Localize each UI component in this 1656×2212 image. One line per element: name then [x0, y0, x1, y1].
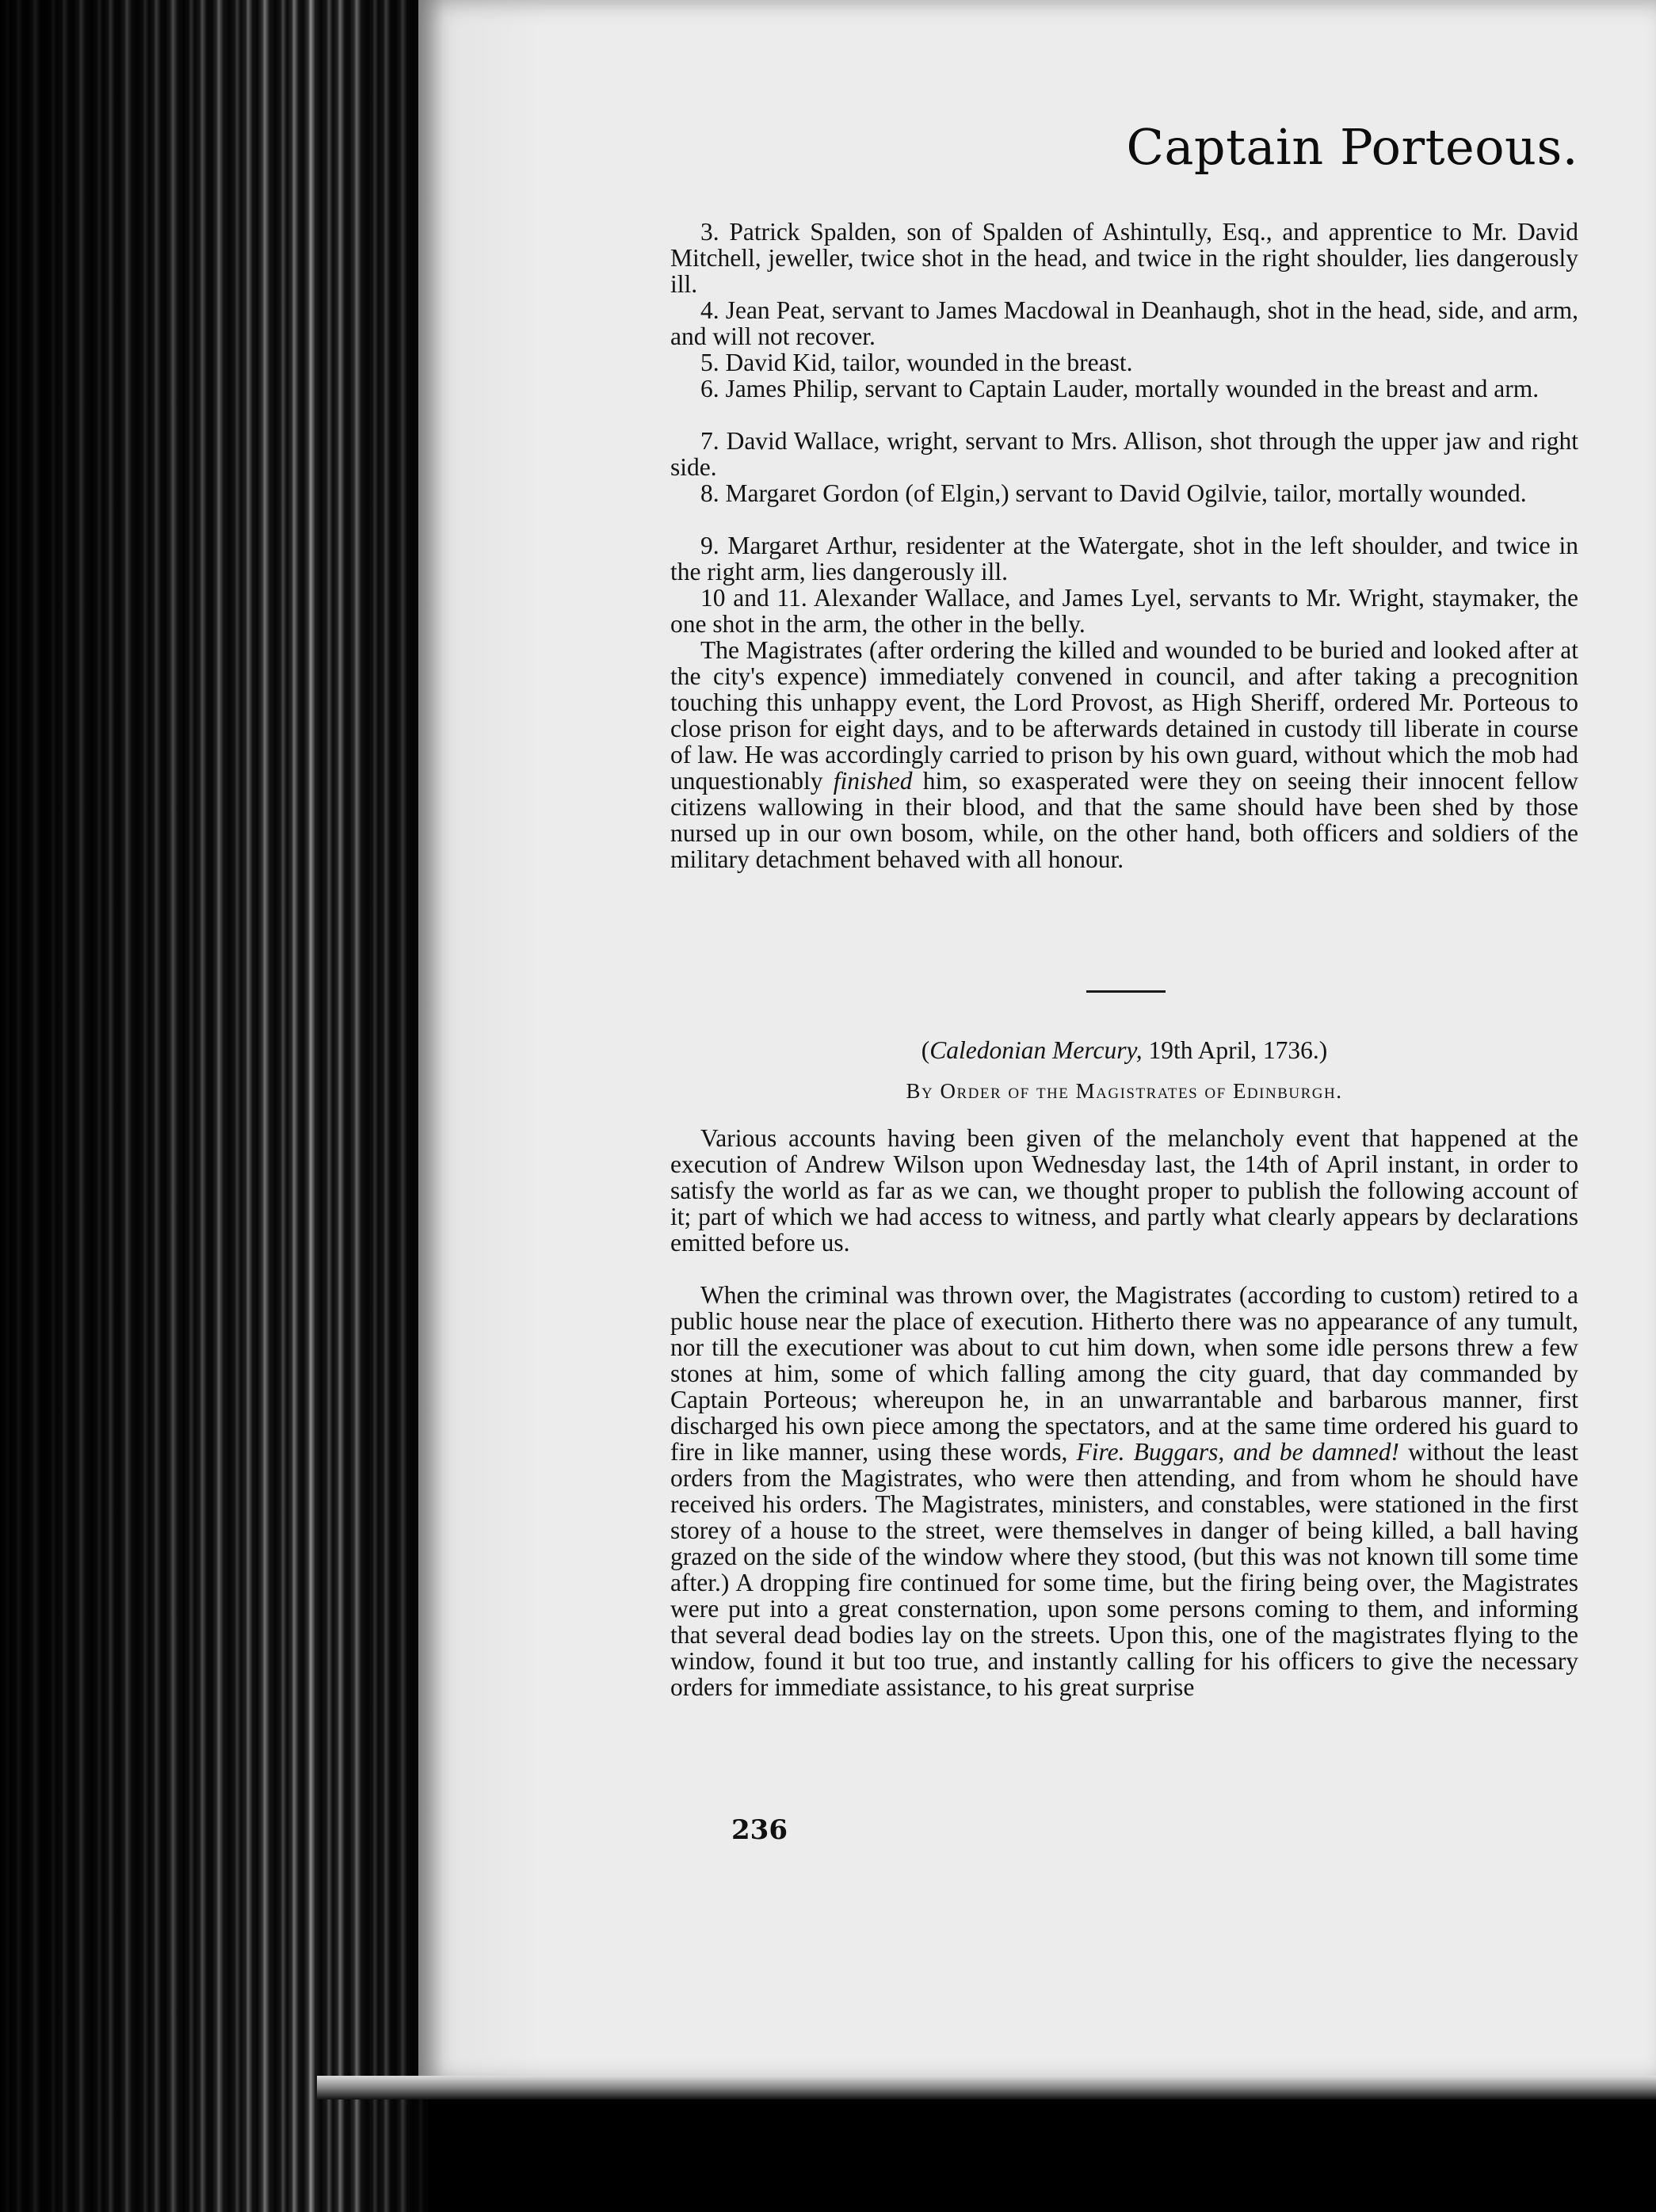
- gutter-shadow: [0, 0, 428, 2212]
- list-item-5: 5. David Kid, tailor, wounded in the breast.: [700, 349, 1133, 376]
- list-item-6: 6. James Philip, servant to Captain Lauder, mortally wounded in the breast and arm.: [700, 375, 1540, 402]
- printed-page: [418, 0, 1656, 2084]
- criminal-italic: Fire. Buggars, and be damned!: [1076, 1438, 1400, 1466]
- list-item-4: 4. Jean Peat, servant to James Macdowal in Deanhaugh, shot in the head, side, and arm, and will not recover.: [670, 296, 1578, 350]
- list-item-8: 8. Margaret Gordon (of Elgin,) servant to David Ogilvie, tailor, mortally wounded.: [700, 479, 1527, 507]
- section-divider: [1086, 990, 1166, 993]
- criminal-paragraph: [670, 1282, 1578, 1700]
- magistrates-text-a: The Magistrates (after ordering the killed and wounded to be buried and looked after at the city's expence) immediately convened in council, and after taking a precognition touching this unhappy event, the Lord Provost, as High Sheriff, ordered Mr. Porteous to close prison for eight days, and to be afterwards detained in custody till liberate in course of law. He was accordingly carried to prison by his own guard, without which the mob had unquestionably: [670, 636, 1578, 795]
- criminal-text-b: without the least orders from the Magistrates, who were then attending, and from whom he should have received his orders. The Magistrates, ministers, and constables, were stationed in the first storey of a house to the street, were themselves in danger of being killed, a ball having grazed on the side of the window where they stood, (but this was not known till some time after.) A dropping fire continued for some time, but the firing being over, the Magistrates were put into a great consternation, upon some persons coming to them, and informing that several dead bodies lay on the streets. Upon this, one of the magistrates flying to the window, found it but too true, and instantly calling for his officers to give the necessary orders for immediate assistance, to his great surprise: [670, 1438, 1578, 1701]
- various-paragraph: Various accounts having been given of the melancholy event that happened at the execution of Andrew Wilson upon Wednesday last, the 14th of April instant, in order to satisfy the world as far as we can, we thought proper to publish the following account of it; part of which we had access to witness, and partly what clearly appears by declarations emitted before us.: [670, 1124, 1578, 1257]
- list-item-3: 3. Patrick Spalden, son of Spalden of Ashintully, Esq., and apprentice to Mr. David Mitchell, jeweller, twice shot in the head, and twice in the right shoulder, lies dangerously ill.: [670, 218, 1578, 298]
- magistrates-text-b: him, so exasperated were they on seeing their innocent fellow citizens wallowing in their blood, and that the same should have been shed by those nursed up in our own bosom, while, on the other hand, both officers and soldiers of the military detachment behaved with all honour.: [670, 767, 1578, 873]
- source-paper: Caledonian Mercury,: [929, 1036, 1143, 1064]
- source-open: (: [921, 1036, 930, 1064]
- page-bottom-edge: [317, 2076, 1656, 2099]
- criminal-text-a: When the criminal was thrown over, the Magistrates (according to custom) retired to a public house near the place of execution. Hitherto there was no appearance of any tumult, nor till the executioner was about to cut him down, when some idle persons threw a few stones at him, some of which falling among the city guard, that day commanded by Captain Porteous; whereupon he, in an unwarrantable and barbarous manner, first discharged his own piece among the spectators, and at the same time ordered his guard to fire in like manner, using these words,: [670, 1281, 1578, 1466]
- page-title: Captain Porteous.: [1126, 118, 1578, 176]
- order-heading: By Order of the Magistrates of Edinburgh.: [906, 1079, 1343, 1103]
- source-citation: [670, 1036, 1578, 1065]
- list-item-7: 7. David Wallace, wright, servant to Mrs. Allison, shot through the upper jaw and right side.: [670, 427, 1578, 481]
- list-item-9: 9. Margaret Arthur, residenter at the Watergate, shot in the left shoulder, and twice in the right arm, lies dangerously ill.: [670, 532, 1578, 585]
- source-date: 19th April, 1736.): [1142, 1036, 1328, 1064]
- magistrates-italic: finished: [833, 767, 913, 795]
- magistrates-paragraph: [670, 637, 1578, 872]
- page-number: 236: [731, 1814, 788, 1846]
- list-item-10-11: 10 and 11. Alexander Wallace, and James Lyel, servants to Mr. Wright, staymaker, the one shot in the arm, the other in the belly.: [670, 584, 1578, 638]
